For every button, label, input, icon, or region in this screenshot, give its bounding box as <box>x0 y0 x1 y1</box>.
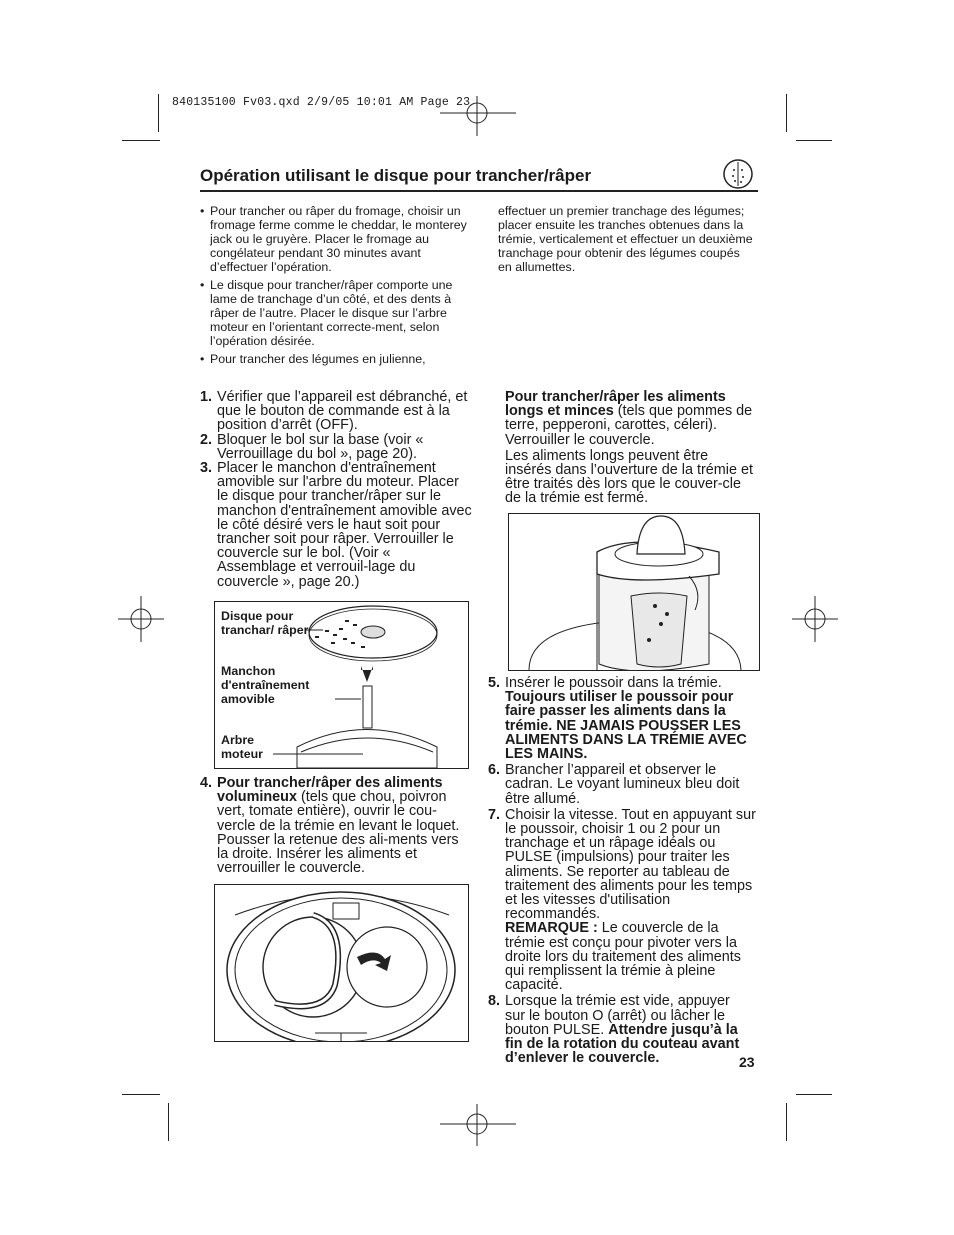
registration-mark-bottom <box>440 1104 516 1148</box>
assembly-diagram <box>214 601 469 769</box>
crop-mark <box>122 140 160 141</box>
print-slug: 840135100 Fv03.qxd 2/9/05 10:01 AM Page 23 <box>172 96 471 109</box>
title-rule <box>200 190 758 192</box>
tip-item: • Pour trancher des légumes en julienne, <box>200 352 470 366</box>
tips-right: effectuer un premier tranchage des légumes; placer ensuite les tranches obtenues dans la trémie, verticalement et effectuer un deuxième tranchage pour obtenir des légumes coupés en allumettes. <box>498 204 753 274</box>
long-thin-instructions <box>505 390 757 506</box>
tip-item: • Pour trancher ou râper du fromage, choisir un fromage ferme comme le cheddar, le monterey jack ou le gruyère. Placer le fromage au congélateur pendant 30 minutes avant d’effectuer l’opération. <box>200 204 470 274</box>
page-title: Opération utilisant le disque pour trancher/râper <box>200 166 592 185</box>
step-4: 4. Pour trancher/râper des aliments volumineux (tels que chou, poivron vert, tomate entière), ouvrir le cou-vercle de la trémie en levant le loquet. Pousser la retenue des ali-ments vers la droite. Insérer les aliments et verrouiller le couvercle. <box>200 775 460 877</box>
step-2: 2. Bloquer le bol sur la base (voir « Verrouillage du bol », page 20). <box>200 431 424 462</box>
step-6: 6. Brancher l’appareil et observer le cadran. Le voyant lumineux bleu doit être allumé. <box>488 762 740 807</box>
chute-diagram <box>508 513 760 671</box>
label-disc: Disque pour tranchar/ râper <box>221 609 309 637</box>
steps-right <box>488 676 758 1065</box>
bowl-top-view-diagram <box>214 884 469 1042</box>
step-1: 1. Vérifier que l’appareil est débranché, et que le bouton de commande est à la position d’arrêt (OFF). <box>200 389 468 434</box>
step-5: 5. Insérer le poussoir dans la trémie. Toujours utiliser le poussoir pour faire passer les aliments dans la trémie. NE JAMAIS POUSSER LES ALIMENTS DANS LA TRÉMIE AVEC LES MAINS. <box>488 675 747 763</box>
assembly-drawing <box>215 602 468 768</box>
label-sleeve: Manchon d'entraînement amovible <box>221 664 310 706</box>
crop-mark <box>786 1103 787 1141</box>
step-7: 7. Choisir la vitesse. Tout en appuyant sur le poussoir, choisir 1 ou 2 pour un tranchage et un râpage idéals ou PULSE (impulsions) pour traiter les aliments. Se reporter au tableau de traitement des aliments pour les temps et les vitesses d'utilisation recommandés. REMARQUE : Le couvercle de la trémie est conçu pour pivoter vers la droite lors du traitement des aliments qui remplissent la trémie à pleine capacité. <box>488 808 758 993</box>
crop-mark <box>122 1094 160 1095</box>
crop-mark <box>168 1103 169 1141</box>
tip-item: • Le disque pour trancher/râper comporte une lame de tranchage d’un côté, et des dents à râper de l’autre. Placer le disque sur l’arbre moteur en l’orientant correcte-ment, selon l’opération désirée. <box>200 278 470 348</box>
crop-mark <box>796 1094 832 1095</box>
steps-left <box>200 390 472 589</box>
page-number: 23 <box>739 1054 755 1070</box>
disc-icon <box>722 158 754 190</box>
crop-mark <box>786 94 787 132</box>
registration-mark-left <box>118 596 164 642</box>
tips-left <box>200 204 470 370</box>
label-shaft: Arbre moteur <box>221 733 263 761</box>
long-thin-para-2: Les aliments longs peuvent être insérés dans l’ouverture de la trémie et être traités dès lors que le couver-cle de la trémie est fermé. <box>505 447 753 507</box>
bowl-top-view-drawing <box>215 885 468 1041</box>
long-thin-para-1: Pour trancher/râper les aliments longs et minces (tels que pommes de terre, pepperoni, carottes, céleri). Verrouiller le couvercle. <box>505 389 753 448</box>
remark: REMARQUE : Le couvercle de la trémie est conçu pour pivoter vers la droite lors du traitement des aliments qui remplissent la trémie à pleine capacité. <box>505 920 741 994</box>
chute-drawing <box>509 514 759 670</box>
step-8: 8. Lorsque la trémie est vide, appuyer sur le bouton O (arrêt) ou lâcher le bouton PULSE. Attendre jusqu’à la fin de la rotation du couteau avant d’enlever le couvercle. <box>488 993 740 1067</box>
step-3: 3. Placer le manchon d'entraînement amovible sur l'arbre du moteur. Placer le disque pour trancher/râper sur le manchon d'entraînement amovible avec le côté désiré vers le haut soit pour trancher soit pour râper. Verrouiller le couvercle sur le bol. (Voir « Assemblage et verrouil-lage du couvercle », page 20.) <box>200 460 472 590</box>
registration-mark-right <box>792 596 838 642</box>
crop-mark <box>796 140 832 141</box>
crop-mark <box>158 94 159 132</box>
